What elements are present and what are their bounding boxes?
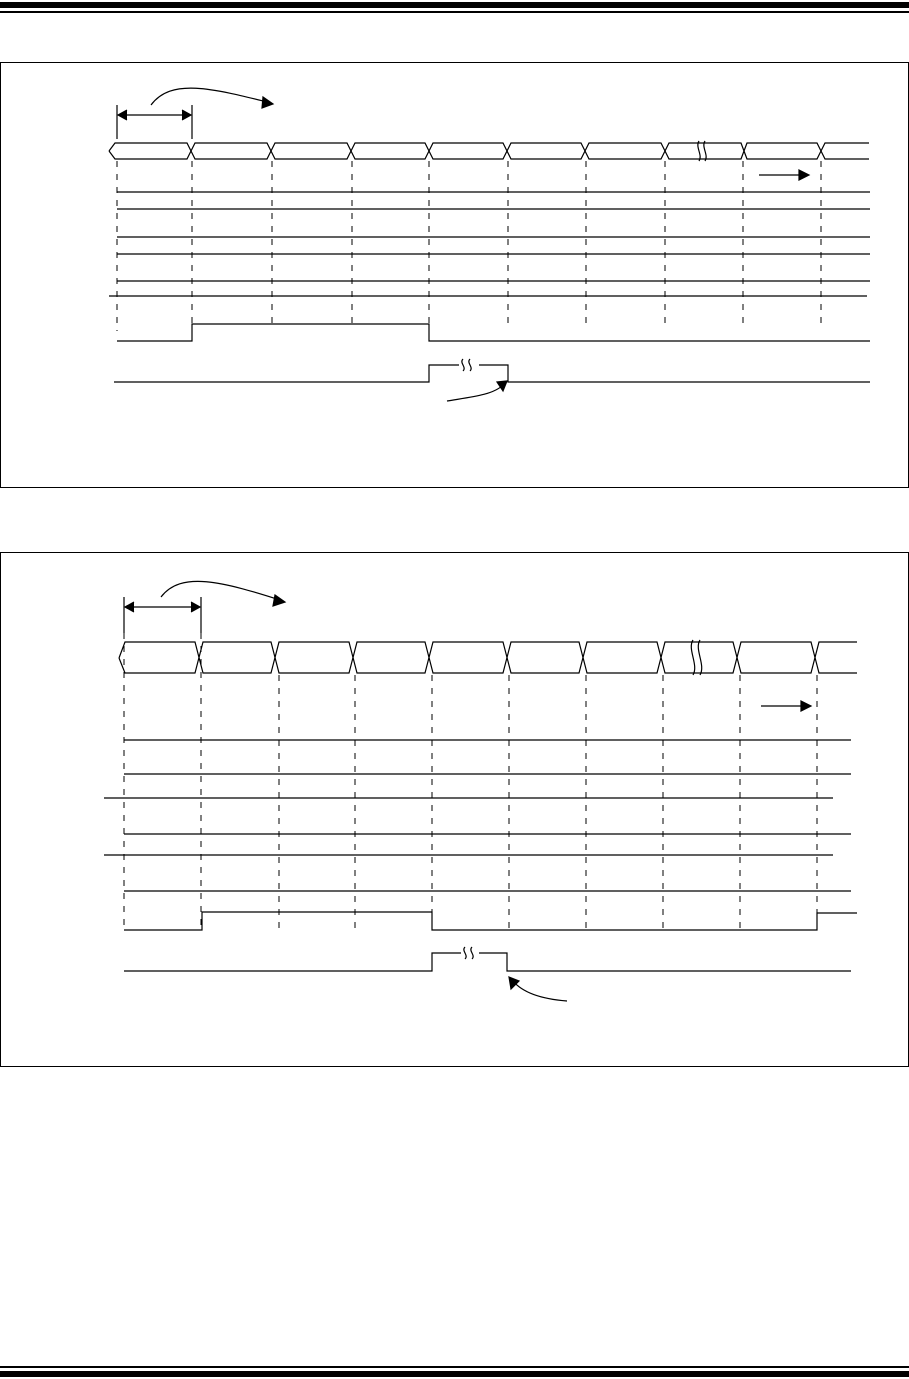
strobe-break-1	[462, 359, 464, 371]
footer-rule-thick	[0, 1371, 909, 1377]
period-arrow-head-left	[125, 602, 134, 612]
period-arrow-head-right	[191, 602, 200, 612]
strobe-callout-arrow	[513, 981, 567, 1001]
strobe-waveform-2	[479, 365, 870, 382]
period-arrow-head-left	[118, 110, 127, 120]
footer-rule-thin	[0, 1366, 909, 1368]
signal-lines	[109, 192, 870, 296]
strobe-waveform-2	[479, 953, 851, 971]
header-rule-thick	[0, 2, 909, 8]
clock-bus-row	[119, 640, 857, 675]
header-rule-thin	[0, 11, 909, 13]
callout-curve-arrow-head	[262, 97, 273, 108]
strobe-break-1	[464, 947, 466, 959]
enable-waveform	[117, 324, 870, 341]
enable-waveform	[124, 912, 857, 930]
period-arrow-head-right	[182, 110, 191, 120]
strobe-waveform	[114, 365, 459, 382]
dashed-guides	[117, 161, 821, 331]
signal-lines	[104, 740, 851, 891]
strobe-callout-arrow	[447, 385, 503, 401]
row-arrow-head	[801, 701, 811, 711]
clock-bus-row	[109, 141, 869, 161]
timing-diagram-2	[0, 552, 909, 1067]
strobe-waveform	[124, 953, 461, 971]
row-arrow-head	[799, 170, 809, 180]
strobe-callout-arrow-head	[509, 977, 519, 989]
callout-curve-arrow	[151, 88, 271, 105]
callout-curve-arrow-head	[273, 595, 285, 606]
strobe-break-2	[469, 359, 471, 371]
timing-diagram-1	[0, 62, 909, 488]
dashed-guides	[124, 633, 817, 931]
strobe-callout-arrow-head	[497, 381, 507, 391]
strobe-break-2	[471, 947, 473, 959]
timing-diagram-2-svg	[1, 553, 909, 1068]
callout-curve-arrow	[161, 581, 283, 601]
timing-diagram-1-svg	[1, 63, 909, 489]
